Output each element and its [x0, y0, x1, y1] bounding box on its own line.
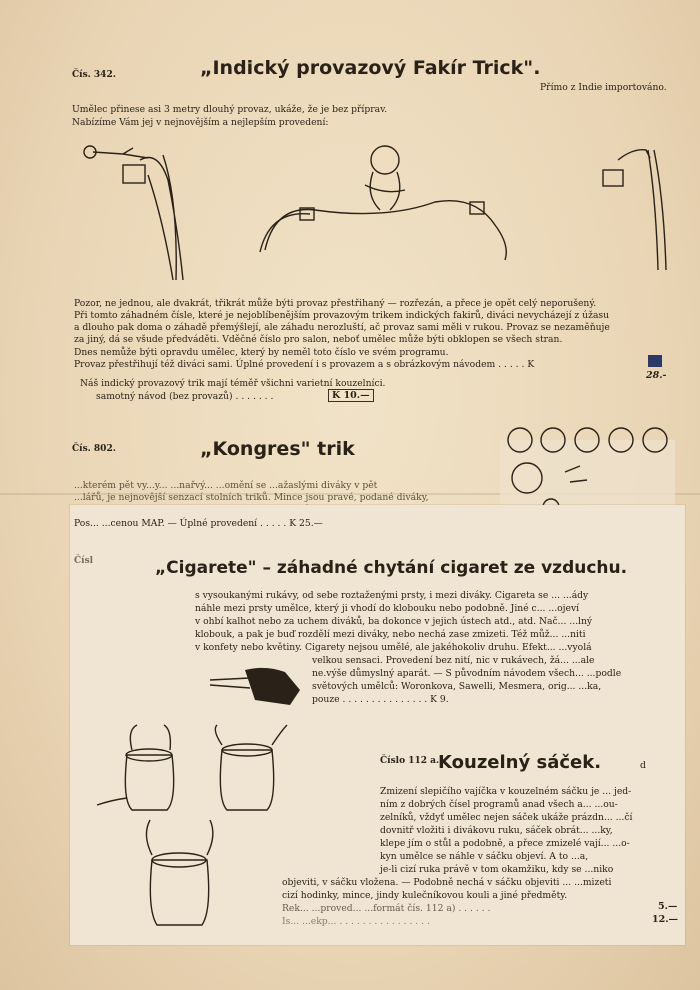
body-line: v ohbí kalhot nebo za uchem diváků, ba dokonce v jejich ústech atd., atd. Nač... ...lný: [195, 616, 593, 627]
intro-line: Nabízíme Vám jej v nejnovějším a nejlepším provedení:: [72, 117, 329, 128]
body-line: Pozor, ne jednou, ale dvakrát, třikrát může býti provaz přestřihaný — rozřezán, a přece je opět celý neporušený.: [74, 298, 597, 309]
manual-label: samotný návod (bez provazů) . . . . . . .: [96, 391, 274, 402]
body-line: klobouk, a pak je buď rozdělí mezi diváky, nebo nechá zase zmizeti. Též můž... ...niti: [195, 629, 586, 640]
magic-bag-illustrations: [92, 720, 312, 940]
body-line: objeviti, v sáčku vložena. — Podobně nechá v sáčku objeviti ... ...mizeti: [282, 877, 612, 888]
body-line: Zmizení slepičího vajíčka v kouzelném sáčku je ... jed-: [380, 786, 632, 797]
price-sacek-2: 12.—: [652, 914, 679, 925]
body-line: pouze . . . . . . . . . . . . . . . K 9.: [312, 694, 449, 705]
body-line: cizí hodinky, mince, jindy kulečníkovou kouli a jiné předměty.: [282, 890, 568, 901]
body-line: kyn umělce se náhle v sáčku objeví. A to ...a,: [380, 851, 589, 862]
item-number-cigarete: Čísl: [74, 556, 94, 566]
title-kongres: „Kongres" trik: [200, 438, 355, 460]
body-line: Is... ...ekp... . . . . . . . . . . . . . . . .: [282, 916, 430, 927]
body-line: ním z dobrých čísel programů anad všech a... ...ou-: [380, 799, 618, 810]
body-line: Rek... ...proved... ...formát čís. 112 a) . . . . . .: [282, 903, 491, 914]
sec2-price-line: Pos... ...cenou MAP. — Úplné provedení . . . . . K 25.—: [74, 518, 323, 529]
rope-cutting-illustration: [78, 140, 198, 290]
body-line: Při tomto záhadném čísle, které je nejoblíbenějším provazovým trikem indických fakirů, diváci nevycházejí z úžasu: [74, 310, 610, 321]
item-number-342: Čís. 342.: [72, 70, 116, 80]
title-suffix: d: [640, 760, 646, 771]
body-line: a dlouho pak doma o záhadě přemýšlejí, ale záhadu nerozluští, ač provaz sami měli v rukou. Provaz se nezaměňuje: [74, 322, 610, 333]
body-line: s vysoukanými rukávy, od sebe roztaženými prsty, i mezi diváky. Cigareta se ... ...ády: [195, 590, 589, 601]
item-number-112a: Číslo 112 a.: [380, 756, 440, 766]
body-line: velkou sensaci. Provedení bez nití, nic v rukávech, žá... ...ale: [312, 655, 595, 666]
body-line: náhle mezi prsty umělce, který ji vhodí do klobouku nebo podobně. Jiné c... ...ojeví: [195, 603, 580, 614]
rope-restored-illustration: [598, 140, 678, 280]
price-stamp: 28.-: [646, 370, 667, 381]
price-stamp-mark: [648, 355, 662, 367]
body-line: Dnes nemůže býti opravdu umělec, který by neměl toto číslo ve svém programu.: [74, 347, 449, 358]
fakir-with-rope-illustration: [255, 140, 525, 270]
subtitle-import: Přímo z Indie importováno.: [540, 82, 667, 93]
footer-line: Náš indický provazový trik mají téměř všichni varietní kouzelníci.: [80, 378, 386, 389]
body-line: klepe jím o stůl a podobně, a přece zmizelé vají... ...o-: [380, 838, 630, 849]
body-line: světových umělců: Woronkova, Sawelli, Mesmera, orig... ...ka,: [312, 681, 602, 692]
manual-price: K 10.—: [328, 389, 374, 402]
body-line: je-li cizí ruka právě v tom okamžiku, kdy se ...niko: [380, 864, 614, 875]
item-number-802: Čís. 802.: [72, 444, 116, 454]
title-kouzelny-sacek: Kouzelný sáček.: [438, 752, 602, 773]
body-line: ...kterém pět vy...y... ...nařvý... ...omění se ...ažaslými diváky v pět: [74, 480, 378, 491]
body-line: dovnitř vložiti i divákovu ruku, sáček obrát... ...ky,: [380, 825, 613, 836]
hand-cigarette-illustration: [205, 660, 310, 710]
title-indicky-trick: „Indický provazový Fakír Trick".: [200, 57, 541, 79]
title-cigarete: „Cigarete" – záhadné chytání cigaret ze vzduchu.: [155, 558, 628, 578]
body-line: ne.výše důmyslný aparát. — S původním návodem všech... ...podle: [312, 668, 622, 679]
body-line: ...lářů, je nejnovější senzací stolních triků. Mince jsou pravé, podané diváky,: [74, 492, 429, 503]
body-line: zelníků, vždyť umělec nejen sáček ukáže prázdn... ...čí: [380, 812, 633, 823]
body-line: v konfety nebo květiny. Cigarety nejsou umělé, ale jakéhokoliv druhu. Efekt... ...vyolá: [195, 642, 592, 653]
price-sacek: 5.—: [658, 901, 678, 912]
body-line: Provaz přestřihují též diváci sami. Úplné provedení i s provazem a s obrázkovým návodem . . . . . K: [74, 359, 535, 370]
intro-line: Umělec přinese asi 3 metry dlouhý provaz, ukáže, že je bez příprav.: [72, 104, 388, 115]
body-line: za jiný, dá se všude předváděti. Vděčné číslo pro salon, neboť umělec může býti obklopen se všech stran.: [74, 334, 563, 345]
